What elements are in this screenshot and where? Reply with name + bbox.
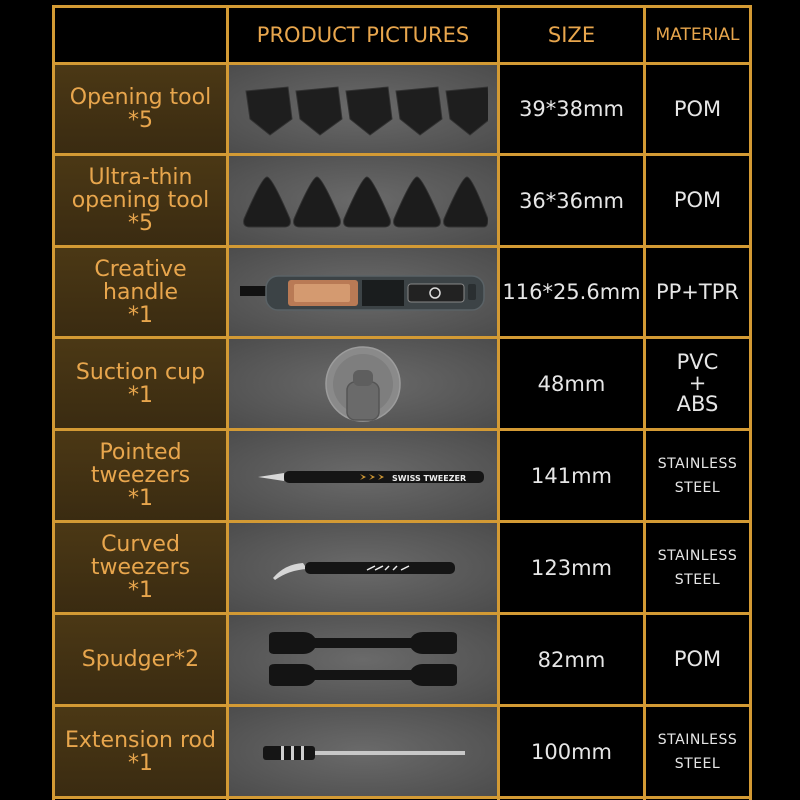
row-picture-suction-cup (229, 339, 497, 428)
header-material: MATERIAL (655, 25, 740, 45)
grid-line (643, 5, 646, 800)
grid-line (52, 704, 752, 707)
row-name-spudger: Spudger*2 (55, 615, 226, 704)
row-material-curved-tweezers: STAINLESS STEEL (657, 547, 738, 588)
row-picture-extension-rod (229, 707, 497, 796)
row-picture-pointed-tweezers (229, 431, 497, 520)
row-material-opening-tool: POM (673, 96, 722, 121)
row-size-curved-tweezers: 123mm (531, 555, 612, 580)
row-name-ultra-thin-opening-tool: Ultra-thin opening tool *5 (55, 156, 226, 245)
grid-line (52, 62, 752, 65)
grid-line (52, 520, 752, 523)
grid-line (52, 612, 752, 615)
row-picture-curved-tweezers (229, 523, 497, 612)
suction-cup-icon (323, 344, 403, 424)
grid-line (52, 336, 752, 339)
row-size-creative-handle: 116*25.6mm (502, 280, 641, 304)
tweezer-brand-label: SWISS TWEEZER (392, 473, 467, 483)
grid-line (52, 153, 752, 156)
row-name-pointed-tweezers: Pointed tweezers *1 (55, 431, 226, 520)
grid-line (52, 5, 752, 8)
row-picture-opening-tool (229, 65, 497, 153)
row-material-ultra-thin-opening-tool: POM (673, 188, 722, 212)
grid-line (52, 796, 752, 799)
row-picture-creative-handle (229, 248, 497, 336)
row-material-pointed-tweezers: STAINLESS STEEL (657, 455, 738, 496)
row-name-extension-rod: Extension rod *1 (55, 707, 226, 796)
triangle-picks-icon (238, 171, 488, 231)
pointed-tweezers-icon (238, 461, 488, 491)
row-size-extension-rod: 100mm (531, 739, 612, 764)
spudger-icon (263, 630, 463, 690)
row-material-suction-cup: PVC + ABS (676, 350, 719, 416)
grid-line (226, 5, 229, 800)
row-size-ultra-thin-opening-tool: 36*36mm (519, 188, 624, 213)
row-size-pointed-tweezers: 141mm (531, 463, 612, 488)
curved-tweezers-icon (263, 548, 463, 588)
row-material-creative-handle: PP+TPR (655, 279, 739, 304)
header-size: SIZE (547, 23, 596, 47)
pentagon-picks-icon (238, 79, 488, 139)
row-size-suction-cup: 48mm (537, 371, 606, 396)
row-material-spudger: POM (673, 647, 722, 671)
row-name-curved-tweezers: Curved tweezers *1 (55, 523, 226, 612)
row-name-suction-cup: Suction cup *1 (55, 339, 226, 428)
screwdriver-handle-icon (238, 262, 488, 322)
row-picture-ultra-thin-opening-tool (229, 156, 497, 245)
row-name-creative-handle: Creative handle *1 (55, 248, 226, 336)
extension-rod-icon (253, 737, 473, 767)
row-size-spudger: 82mm (537, 647, 606, 672)
grid-line (749, 5, 752, 800)
row-name-opening-tool: Opening tool *5 (55, 65, 226, 153)
row-material-extension-rod: STAINLESS STEEL (657, 731, 738, 772)
row-picture-spudger (229, 615, 497, 704)
grid-line (52, 5, 55, 800)
grid-line (497, 5, 500, 800)
header-pictures: PRODUCT PICTURES (256, 23, 470, 47)
grid-line (52, 428, 752, 431)
grid-line (52, 245, 752, 248)
row-size-opening-tool: 39*38mm (519, 97, 624, 121)
